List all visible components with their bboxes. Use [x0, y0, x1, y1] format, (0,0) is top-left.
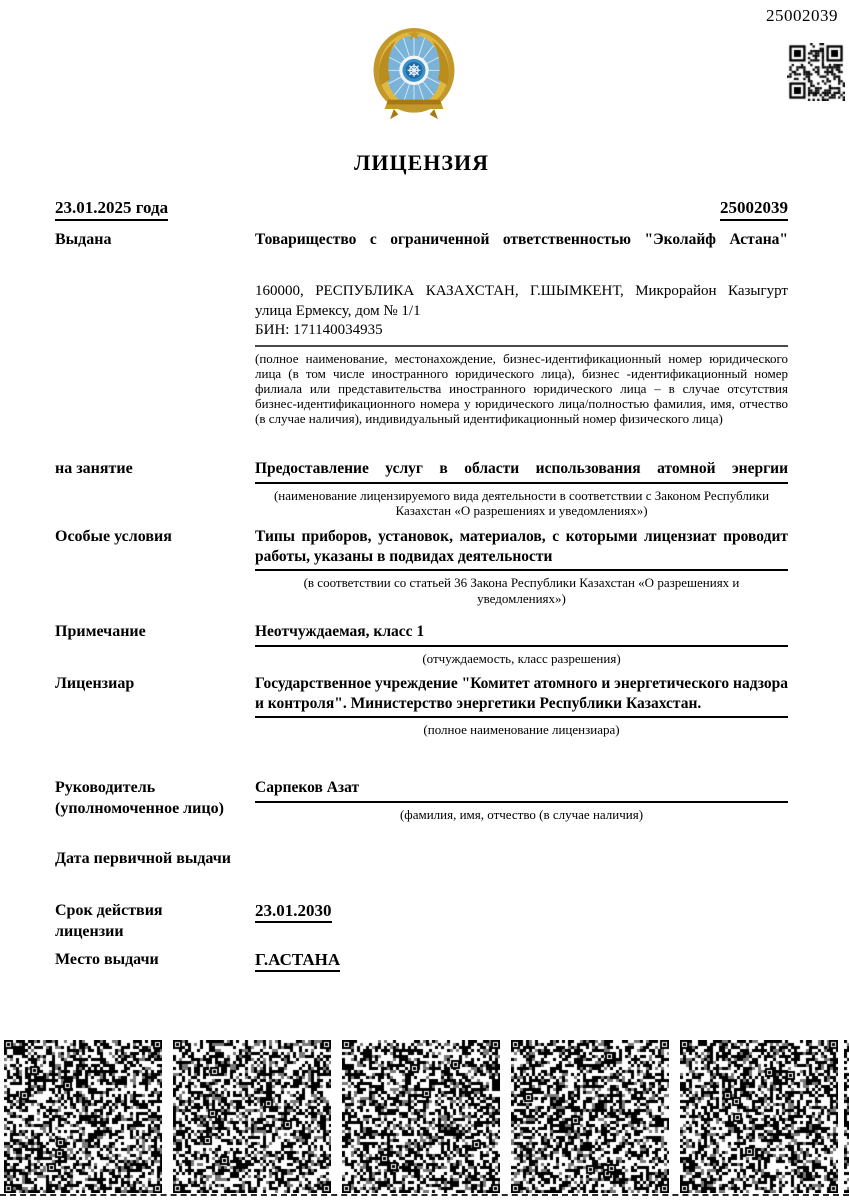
- barcode-block-1: [4, 1040, 162, 1193]
- company-bin: БИН: 171140034935: [255, 322, 383, 338]
- licensor-label: Лицензиар: [55, 675, 135, 692]
- field-validity: [55, 901, 788, 943]
- head-label: [55, 778, 255, 822]
- head-label-line1: Руководитель: [55, 779, 156, 796]
- field-first-issue: [55, 849, 788, 870]
- place-value: Г.АСТАНА: [255, 950, 340, 972]
- special-conditions-value: Типы приборов, установок, материалов, с которыми лицензиат проводит работы, указаны в подвидах деятельности: [255, 527, 788, 571]
- activity-value: Предоставление услуг в области использования атомной энергии: [255, 459, 788, 484]
- licensor-value: Государственное учреждение "Комитет атомного и энергетического надзора и контроля". Министерство энергетики Республики Казахстан.: [255, 674, 788, 718]
- company-address: [255, 282, 788, 341]
- barcode-block-5: [680, 1040, 838, 1193]
- validity-label-line2: лицензии: [55, 922, 124, 940]
- remark-value: Неотчуждаемая, класс 1: [255, 622, 788, 647]
- license-number-top: 25002039: [766, 6, 838, 25]
- first-issue-label: Дата первичной выдачи: [55, 850, 232, 867]
- kazakhstan-emblem-icon: [368, 26, 460, 122]
- remark-label: Примечание: [55, 623, 146, 640]
- activity-note: (наименование лицензируемого вида деятельности в соответствии с Законом Республики Казахстан «О разрешениях и уведомлениях»): [273, 487, 770, 518]
- field-head: [55, 778, 788, 822]
- issued-to-value: Товарищество с ограниченной ответственностью "Эколайф Астана": [255, 231, 788, 248]
- licensor-note: (полное наименование лицензиара): [423, 722, 620, 738]
- address-footnote: (полное наименование, местонахождение, бизнес-идентификационный номер юридического лица (в том числе иностранного юридического лица), бизнес -идентификационный номер филиала или представительства иностранного юридического лица – в случае отсутствия бизнес-идентификационного номера у юридического лица/полностью фамилия, имя, отчество (в случае наличия), индивидуальный идентификационный номер физического лица): [255, 345, 788, 426]
- address-line-1: 160000, РЕСПУБЛИКА КАЗАХСТАН, Г.ШЫМКЕНТ, Микрорайон Казыгурт: [255, 283, 788, 299]
- field-activity: [55, 459, 788, 518]
- field-issued-to: [55, 230, 788, 251]
- license-number: 25002039: [720, 198, 788, 221]
- bottom-dashed-line: [0, 1194, 849, 1196]
- validity-label: [55, 901, 255, 943]
- head-note: (фамилия, имя, отчество (в случае наличия): [399, 806, 644, 822]
- validity-value: 23.01.2030: [255, 901, 332, 923]
- field-special-conditions: [55, 527, 788, 606]
- special-conditions-label: Особые условия: [55, 528, 172, 545]
- head-label-line2: (уполномоченное лицо): [55, 799, 224, 817]
- qr-code-icon: [787, 43, 845, 101]
- page-title: ЛИЦЕНЗИЯ: [353, 150, 489, 175]
- issue-date: 23.01.2025 года: [55, 198, 168, 221]
- special-conditions-note: (в соответствии со статьей 36 Закона Республики Казахстан «О разрешениях и уведомлениях»): [303, 575, 740, 606]
- barcode-block-3: [342, 1040, 500, 1193]
- issued-to-label: Выдана: [55, 231, 112, 248]
- barcode-block-edge: [844, 1040, 849, 1193]
- place-label: Место выдачи: [55, 951, 159, 968]
- field-place-of-issue: [55, 950, 788, 971]
- remark-note: (отчуждаемость, класс разрешения): [422, 650, 621, 666]
- activity-label: на занятие: [55, 460, 133, 477]
- signature-barcode-strip: [0, 1040, 849, 1193]
- barcode-block-2: [173, 1040, 331, 1193]
- validity-label-line1: Срок действия: [55, 902, 163, 919]
- date-number-line: [55, 198, 788, 221]
- head-value: Сарпеков Азат: [255, 778, 788, 803]
- address-line-2: улица Ермексу, дом № 1/1: [255, 302, 421, 319]
- barcode-block-4: [511, 1040, 669, 1193]
- field-remark: [55, 622, 788, 666]
- field-licensor: [55, 674, 788, 738]
